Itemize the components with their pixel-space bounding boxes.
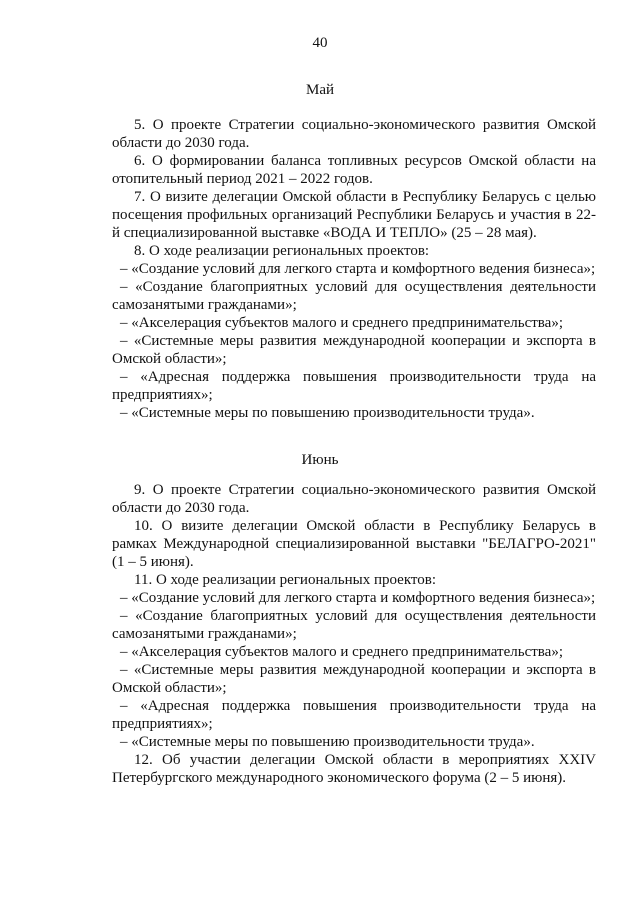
dash-bullet: – [120,608,128,624]
dash-bullet: – [120,315,128,331]
list-item-text: «Создание условий для легкого старта и комфортного ведения бизнеса»; [131,590,596,606]
dash-bullet: – [120,333,128,349]
list-item-text: «Создание благоприятных условий для осуществления деятельности самозанятыми гражданами»; [112,608,597,642]
list-item-text: «Создание условий для легкого старта и комфортного ведения бизнеса»; [131,261,596,277]
list-item: 7. О визите делегации Омской области в Республику Беларусь с целью посещения профильных организаций Республики Беларусь и участия в 22-й специализированной выставке «ВОДА И ТЕПЛО» (25 – 28 мая). [112,189,596,241]
list-item-text: «Системные меры по повышению производительности труда». [131,734,535,750]
dash-bullet: – [120,405,128,421]
list-item [112,314,596,332]
list-item [112,332,596,368]
dash-bullet: – [120,369,128,385]
list-item: 9. О проекте Стратегии социально-экономического развития Омской области до 2030 года. [112,482,596,516]
list-item [112,260,596,278]
section-june-content [112,481,596,787]
list-item: 8. О ходе реализации региональных проектов: [134,243,430,259]
list-item [112,368,596,404]
list-item [112,278,596,314]
list-item: 10. О визите делегации Омской области в Республику Беларусь в рамках Международной специализированной выставки "БЕЛАГРО-2021" (1 – 5 июня). [112,518,596,570]
list-item-text: «Системные меры развития международной кооперации и экспорта в Омской области»; [112,333,596,367]
list-item-text: «Адресная поддержка повышения производительности труда на предприятиях»; [112,698,597,732]
list-item [112,404,596,422]
list-item [112,607,596,643]
dash-bullet: – [120,734,128,750]
list-item-text: «Акселерация субъектов малого и среднего предпринимательства»; [131,315,563,331]
list-item [112,643,596,661]
list-item [112,733,596,751]
dash-bullet: – [120,261,128,277]
section-heading-june: Июнь [301,452,339,468]
list-item: 11. О ходе реализации региональных проектов: [134,572,437,588]
dash-bullet: – [120,279,128,295]
list-item-text: «Адресная поддержка повышения производительности труда на предприятиях»; [112,369,597,403]
list-item [112,589,596,607]
list-item-text: «Системные меры развития международной кооперации и экспорта в Омской области»; [112,662,596,696]
list-item-text: «Системные меры по повышению производительности труда». [131,405,535,421]
list-item: 5. О проекте Стратегии социально-экономического развития Омской области до 2030 года. [112,117,596,151]
dash-bullet: – [120,644,128,660]
list-item [112,661,596,697]
list-item: 12. Об участии делегации Омской области в мероприятиях XXIV Петербургского международного экономического форума (2 – 5 июня). [112,752,596,786]
dash-bullet: – [120,662,128,678]
section-may-content [112,116,596,422]
dash-bullet: – [120,590,128,606]
section-heading-may: Май [305,82,335,98]
list-item-text: «Акселерация субъектов малого и среднего предпринимательства»; [131,644,563,660]
dash-bullet: – [120,698,128,714]
page-number: 40 [312,35,328,51]
list-item: 6. О формировании баланса топливных ресурсов Омской области на отопительный период 2021 – 2022 годов. [112,153,596,187]
list-item-text: «Создание благоприятных условий для осуществления деятельности самозанятыми гражданами»; [112,279,597,313]
list-item [112,697,596,733]
